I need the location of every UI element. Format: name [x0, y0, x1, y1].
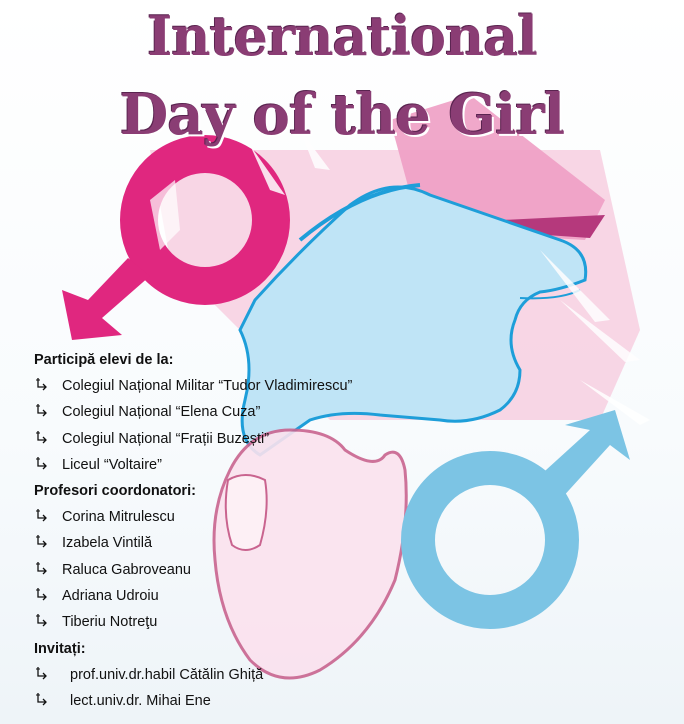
list-item — [34, 586, 454, 612]
teachers-heading: Profesori coordonatori: — [34, 483, 196, 500]
guest-name: lect.univ.dr. Mihai Ene — [70, 692, 211, 709]
guests-heading: Invitați: — [34, 640, 86, 657]
arrow-bullet-icon — [34, 586, 50, 604]
school-name: Liceul “Voltaire” — [62, 456, 162, 473]
arrow-bullet-icon — [34, 402, 50, 420]
schools-heading: Participă elevi de la: — [34, 352, 174, 368]
school-name: Colegiul Național “Elena Cuza” — [62, 404, 261, 421]
arrow-bullet-icon — [34, 376, 50, 394]
arrow-bullet-icon — [34, 455, 50, 473]
arrow-bullet-icon — [34, 507, 50, 525]
list-item — [34, 455, 454, 481]
teacher-name: Adriana Udroiu — [62, 588, 159, 605]
list-item — [34, 402, 454, 428]
list-item — [34, 429, 454, 455]
arrow-bullet-icon — [34, 560, 50, 578]
school-name: Colegiul Național Militar “Tudor Vladimirescu” — [62, 378, 353, 394]
arrow-bullet-icon — [34, 533, 50, 551]
list-item — [34, 691, 454, 717]
teacher-name: Corina Mitrulescu — [62, 509, 175, 526]
teacher-name: Raluca Gabroveanu — [62, 561, 191, 578]
teacher-name: Tiberiu Notreţu — [62, 614, 158, 631]
arrow-bullet-icon — [34, 691, 50, 709]
participants-list — [34, 350, 454, 717]
arrow-bullet-icon — [34, 429, 50, 447]
teacher-name: Izabela Vintilă — [62, 535, 153, 552]
arrow-bullet-icon — [34, 665, 50, 683]
list-item — [34, 533, 454, 559]
school-name: Colegiul Național “Frații Buzești” — [62, 430, 270, 447]
list-item — [34, 376, 454, 402]
list-item — [34, 560, 454, 586]
list-item — [34, 612, 454, 638]
arrow-bullet-icon — [34, 612, 50, 630]
page-title-line1: International — [147, 4, 537, 68]
page-title-line2: Day of the Girl — [119, 82, 565, 148]
list-item — [34, 507, 454, 533]
list-item — [34, 665, 454, 691]
guest-name: prof.univ.dr.habil Cătălin Ghiță — [70, 666, 264, 683]
